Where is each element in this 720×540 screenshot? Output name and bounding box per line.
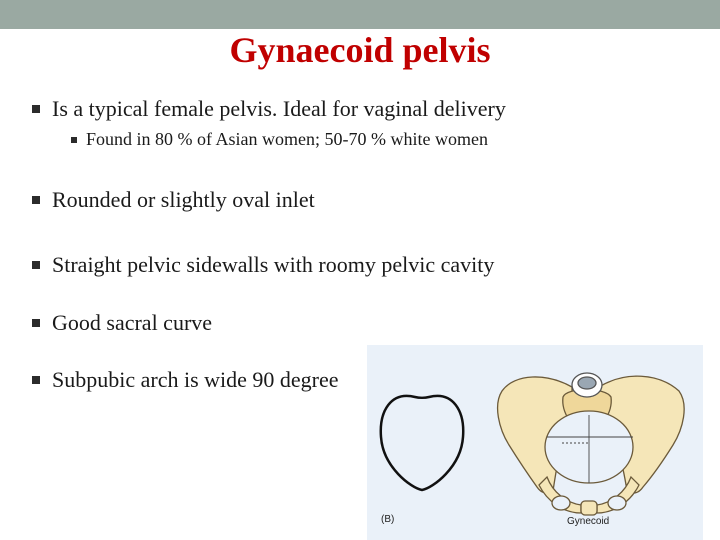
gynecoid-pelvis-illustration: [367, 345, 703, 540]
bullet-text: Rounded or slightly oval inlet: [52, 187, 315, 212]
bullet-inlet-shape: [32, 187, 315, 213]
bullet-text: Good sacral curve: [52, 310, 213, 335]
sub-bullet-text: Found in 80 % of Asian women; 50-70 % white women: [86, 129, 488, 149]
pelvis-figure: [367, 345, 703, 540]
bullet-typical-female-pelvis: [32, 96, 506, 122]
square-bullet-icon: [71, 137, 77, 143]
square-bullet-icon: [32, 376, 40, 384]
panel-label: (B): [381, 514, 395, 525]
square-bullet-icon: [32, 196, 40, 204]
bullet-sacral-curve: [32, 310, 212, 336]
figure-caption: Gynecoid: [567, 516, 610, 527]
bullet-text: Is a typical female pelvis. Ideal for vaginal delivery: [52, 96, 506, 121]
square-bullet-icon: [32, 261, 40, 269]
bullet-pelvic-sidewalls: [32, 252, 494, 278]
bullet-text: Subpubic arch is wide 90 degree: [52, 367, 339, 392]
square-bullet-icon: [32, 319, 40, 327]
bullet-subpubic-arch: [32, 367, 339, 393]
sub-bullet-prevalence: [71, 129, 488, 150]
slide-title: Gynaecoid pelvis: [229, 30, 491, 70]
top-bar: [0, 0, 720, 29]
square-bullet-icon: [32, 105, 40, 113]
pelvis-bones-icon: [498, 373, 685, 515]
inlet-outline-icon: [381, 396, 463, 490]
bullet-text: Straight pelvic sidewalls with roomy pelvic cavity: [52, 252, 495, 277]
